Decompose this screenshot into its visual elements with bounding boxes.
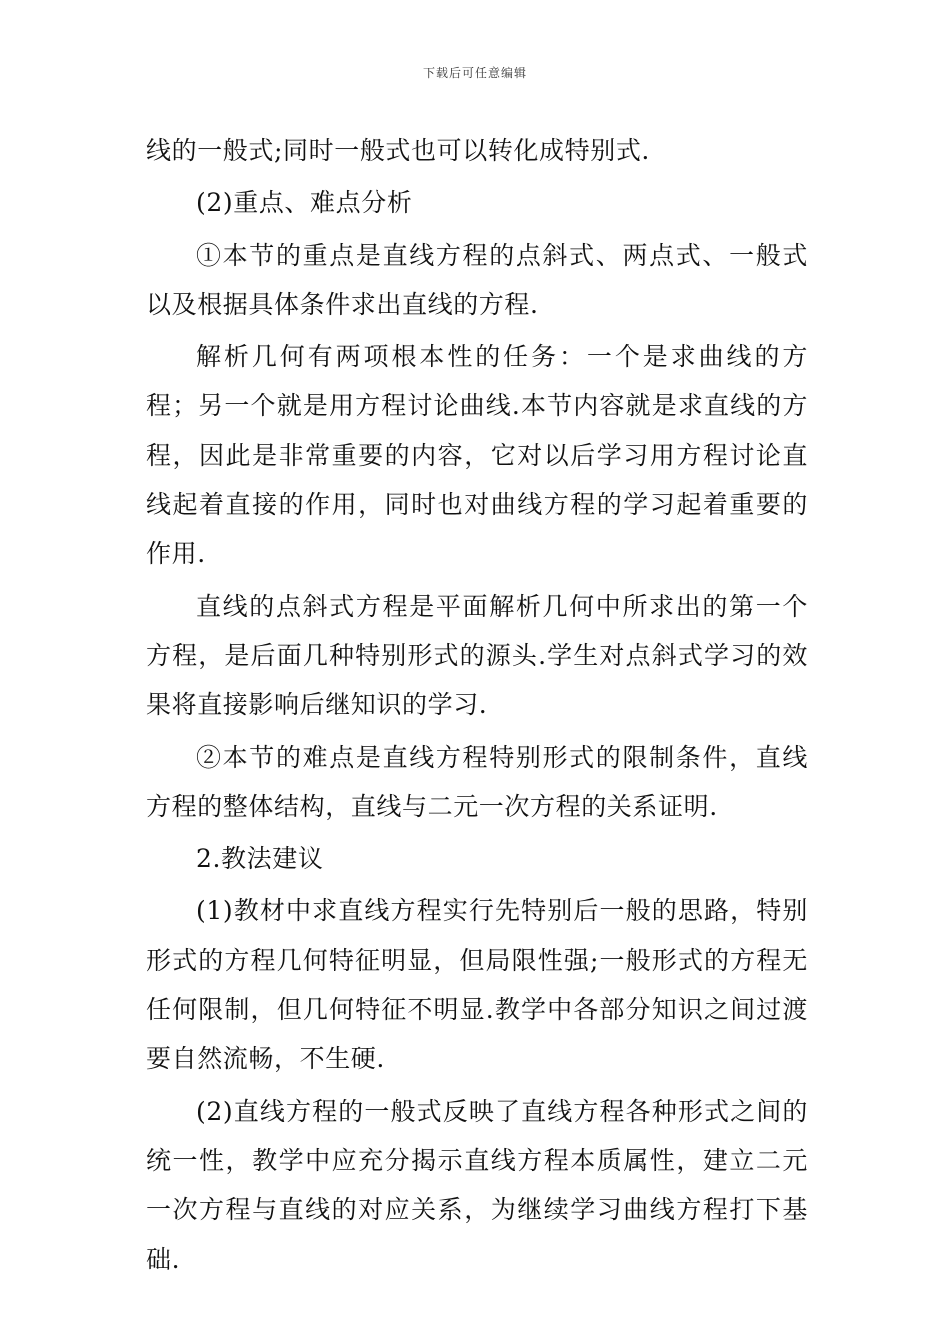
paragraph-difficult-point: ②本节的难点是直线方程特别形式的限制条件，直线方程的整体结构，直线与二元一次方程的关系证明.: [146, 742, 808, 821]
paragraph-continuation: 线的一般式;同时一般式也可以转化成特别式.: [146, 136, 650, 165]
paragraph-suggestion-1: (1)教材中求直线方程实行先特别后一般的思路，特别形式的方程几何特征明显，但局限性强;一般形式的方程无任何限制，但几何特征不明显.教学中各部分知识之间过渡要自然流畅，不生硬.: [146, 896, 808, 1074]
paragraph-point-slope: 直线的点斜式方程是平面解析几何中所求出的第一个方程，是后面几种特别形式的源头.学生对点斜式学习的效果将直接影响后继知识的学习.: [146, 591, 808, 720]
section-heading-teaching-suggestions: 2.教法建议: [196, 844, 324, 874]
section-heading-key-points: (2)重点、难点分析: [196, 188, 413, 218]
paragraph-suggestion-2: (2)直线方程的一般式反映了直线方程各种形式之间的统一性，教学中应充分揭示直线方程本质属性，建立二元一次方程与直线的对应关系，为继续学习曲线方程打下基础.: [146, 1096, 808, 1274]
document-body: [146, 126, 808, 1287]
paragraph-analytic-geometry-tasks: 解析几何有两项根本性的任务：一个是求曲线的方程；另一个就是用方程讨论曲线.本节内容就是求直线的方程，因此是非常重要的内容，它对以后学习用方程讨论直线起着直接的作用，同时也对曲线方程的学习起着重要的作用.: [146, 342, 808, 569]
paragraph-key-point: ①本节的重点是直线方程的点斜式、两点式、一般式以及根据具体条件求出直线的方程.: [146, 240, 808, 319]
page-header: 下载后可任意编辑: [422, 66, 527, 80]
